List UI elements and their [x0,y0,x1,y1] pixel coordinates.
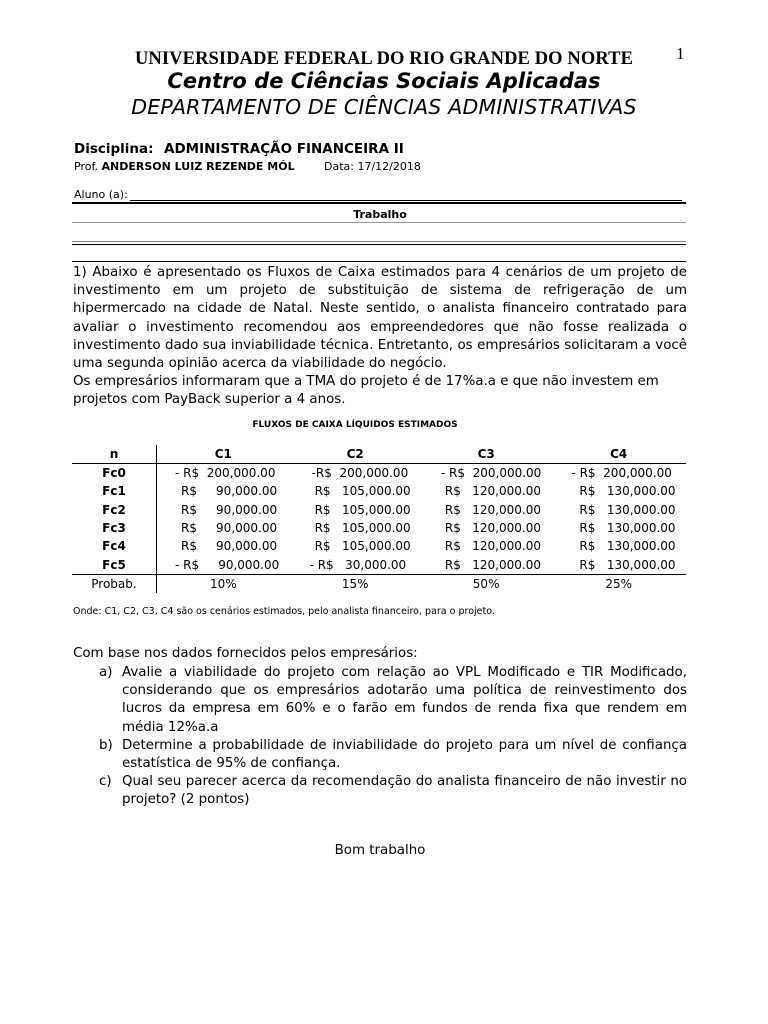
cashflow-table [72,445,686,593]
table-cell: - R$ 90,000.00 [157,555,290,574]
row-label: Fc2 [102,502,126,517]
list-item [73,737,687,773]
table-row [72,482,686,500]
instructions-lead: Com base nos dados fornecidos pelos empresários: [73,646,418,661]
table-row [72,519,686,537]
professor-label: Prof. [74,160,99,173]
table-cell: R$ 120,000.00 [444,502,541,517]
table-cell: -R$ 200,000.00 [311,466,409,481]
table-cell: R$ 130,000.00 [579,557,676,572]
table-cell: R$ 90,000.00 [157,519,290,537]
table-cell: R$ 105,000.00 [314,539,411,554]
table-cell: 10% [157,574,290,593]
table-cell: 50% [421,574,552,593]
table-cell: - R$ 200,000.00 [157,464,290,483]
row-label: Probab. [72,574,157,593]
instructions-list [73,664,687,810]
department-name: DEPARTAMENTO DE CIÊNCIAS ADMINISTRATIVAS [131,95,637,119]
table-row [72,537,686,555]
list-item [73,664,687,737]
question-1-paragraph: Os empresários informaram que a TMA do projeto é de 17%a.a e que não investem em projetos com PayBack superior a 4 anos. [73,374,659,408]
table-cell: R$ 130,000.00 [579,539,676,554]
divider [72,202,686,204]
list-item [73,773,687,809]
table-cell: R$ 130,000.00 [579,521,676,536]
student-name-line[interactable] [130,200,682,201]
question-1 [73,264,687,410]
table-cell: - R$ 200,000.00 [440,466,542,481]
table-cell: 25% [551,574,686,593]
row-label: Fc1 [102,484,126,499]
table-title: FLUXOS DE CAIXA LÍQUIDOS ESTIMADOS [252,420,458,430]
divider [72,241,686,242]
section-title: Trabalho [353,208,407,221]
table-cell: R$ 90,000.00 [157,537,290,555]
discipline-value: ADMINISTRAÇÃO FINANCEIRA II [164,141,404,157]
question-1-paragraph: 1) Abaixo é apresentado os Fluxos de Caixa estimados para 4 cenários de um projeto de investimento em um projeto de substituição de sistema de refrigeração de um hipermercado na cidade de Natal. Neste sentido, o analista financeiro contratado para avaliar o investimento recomendou aos empreendedores que não fosse realizada o investimento dado sua inviabilidade técnica. Entretanto, os empresários solicitaram a você uma segunda opinião acerca da viabilidade do negócio. [73,265,687,372]
column-header: C4 [551,445,686,464]
probability-row [72,574,686,593]
divider [72,222,686,223]
row-label: Fc0 [102,466,126,481]
table-cell: R$ 105,000.00 [314,521,411,536]
professor-name: ANDERSON LUIZ REZENDE MÓL [101,160,295,173]
page-number: 1 [676,44,685,63]
list-marker: a) [99,665,113,680]
column-header: C1 [157,445,290,464]
table-row [72,501,686,519]
table-cell: R$ 105,000.00 [314,502,411,517]
table-cell: - R$ 200,000.00 [571,466,672,481]
row-label: Fc3 [102,521,126,536]
table-row [72,555,686,574]
table-cell: R$ 120,000.00 [444,539,541,554]
university-name: UNIVERSIDADE FEDERAL DO RIO GRANDE DO NORTE [134,49,634,69]
table-cell: R$ 90,000.00 [157,501,290,519]
list-marker: c) [99,774,112,790]
table-cell: 15% [290,574,421,593]
row-label: Fc4 [102,539,126,554]
divider [72,261,686,262]
table-cell: R$ 120,000.00 [444,521,541,536]
column-header: C2 [290,445,421,464]
closing-text: Bom trabalho [334,843,426,858]
discipline-label: Disciplina: [74,141,154,157]
table-cell: R$ 120,000.00 [444,557,541,572]
table-cell: R$ 120,000.00 [444,484,541,499]
table-cell: R$ 130,000.00 [579,484,676,499]
row-label: Fc5 [102,557,126,572]
table-header-row [72,445,686,464]
professor-line [74,160,295,173]
list-item-text: Determine a probabilidade de inviabilidade do projeto para um nível de confiança estatística de 95% de confiança. [122,737,687,772]
table-cell: R$ 105,000.00 [314,484,411,499]
list-marker: b) [99,737,113,753]
column-header: C3 [421,445,552,464]
table-cell: R$ 130,000.00 [579,502,676,517]
exam-date: Data: 17/12/2018 [324,160,421,173]
center-name: Centro de Ciências Sociais Aplicadas [167,69,601,93]
list-item-text: Qual seu parecer acerca da recomendação do analista financeiro de não investir no projeto? (2 pontos) [122,774,687,808]
table-note: Onde: C1, C2, C3, C4 são os cenários estimados, pelo analista financeiro, para o projeto. [73,606,495,617]
column-header: n [72,445,157,464]
table-cell: - R$ 30,000.00 [309,557,407,572]
table-row [72,464,686,483]
list-item-text: Avalie a viabilidade do projeto com relação ao VPL Modificado e TIR Modificado, considerando que os empresários adotarão uma política de reinvestimento dos lucros da empresa em 60% e o farão em fundos de renda fixa que rendem em média 12%a.a [122,665,687,735]
divider [72,244,686,245]
student-label: Aluno (a): [74,188,128,201]
table-cell: R$ 90,000.00 [157,482,290,500]
